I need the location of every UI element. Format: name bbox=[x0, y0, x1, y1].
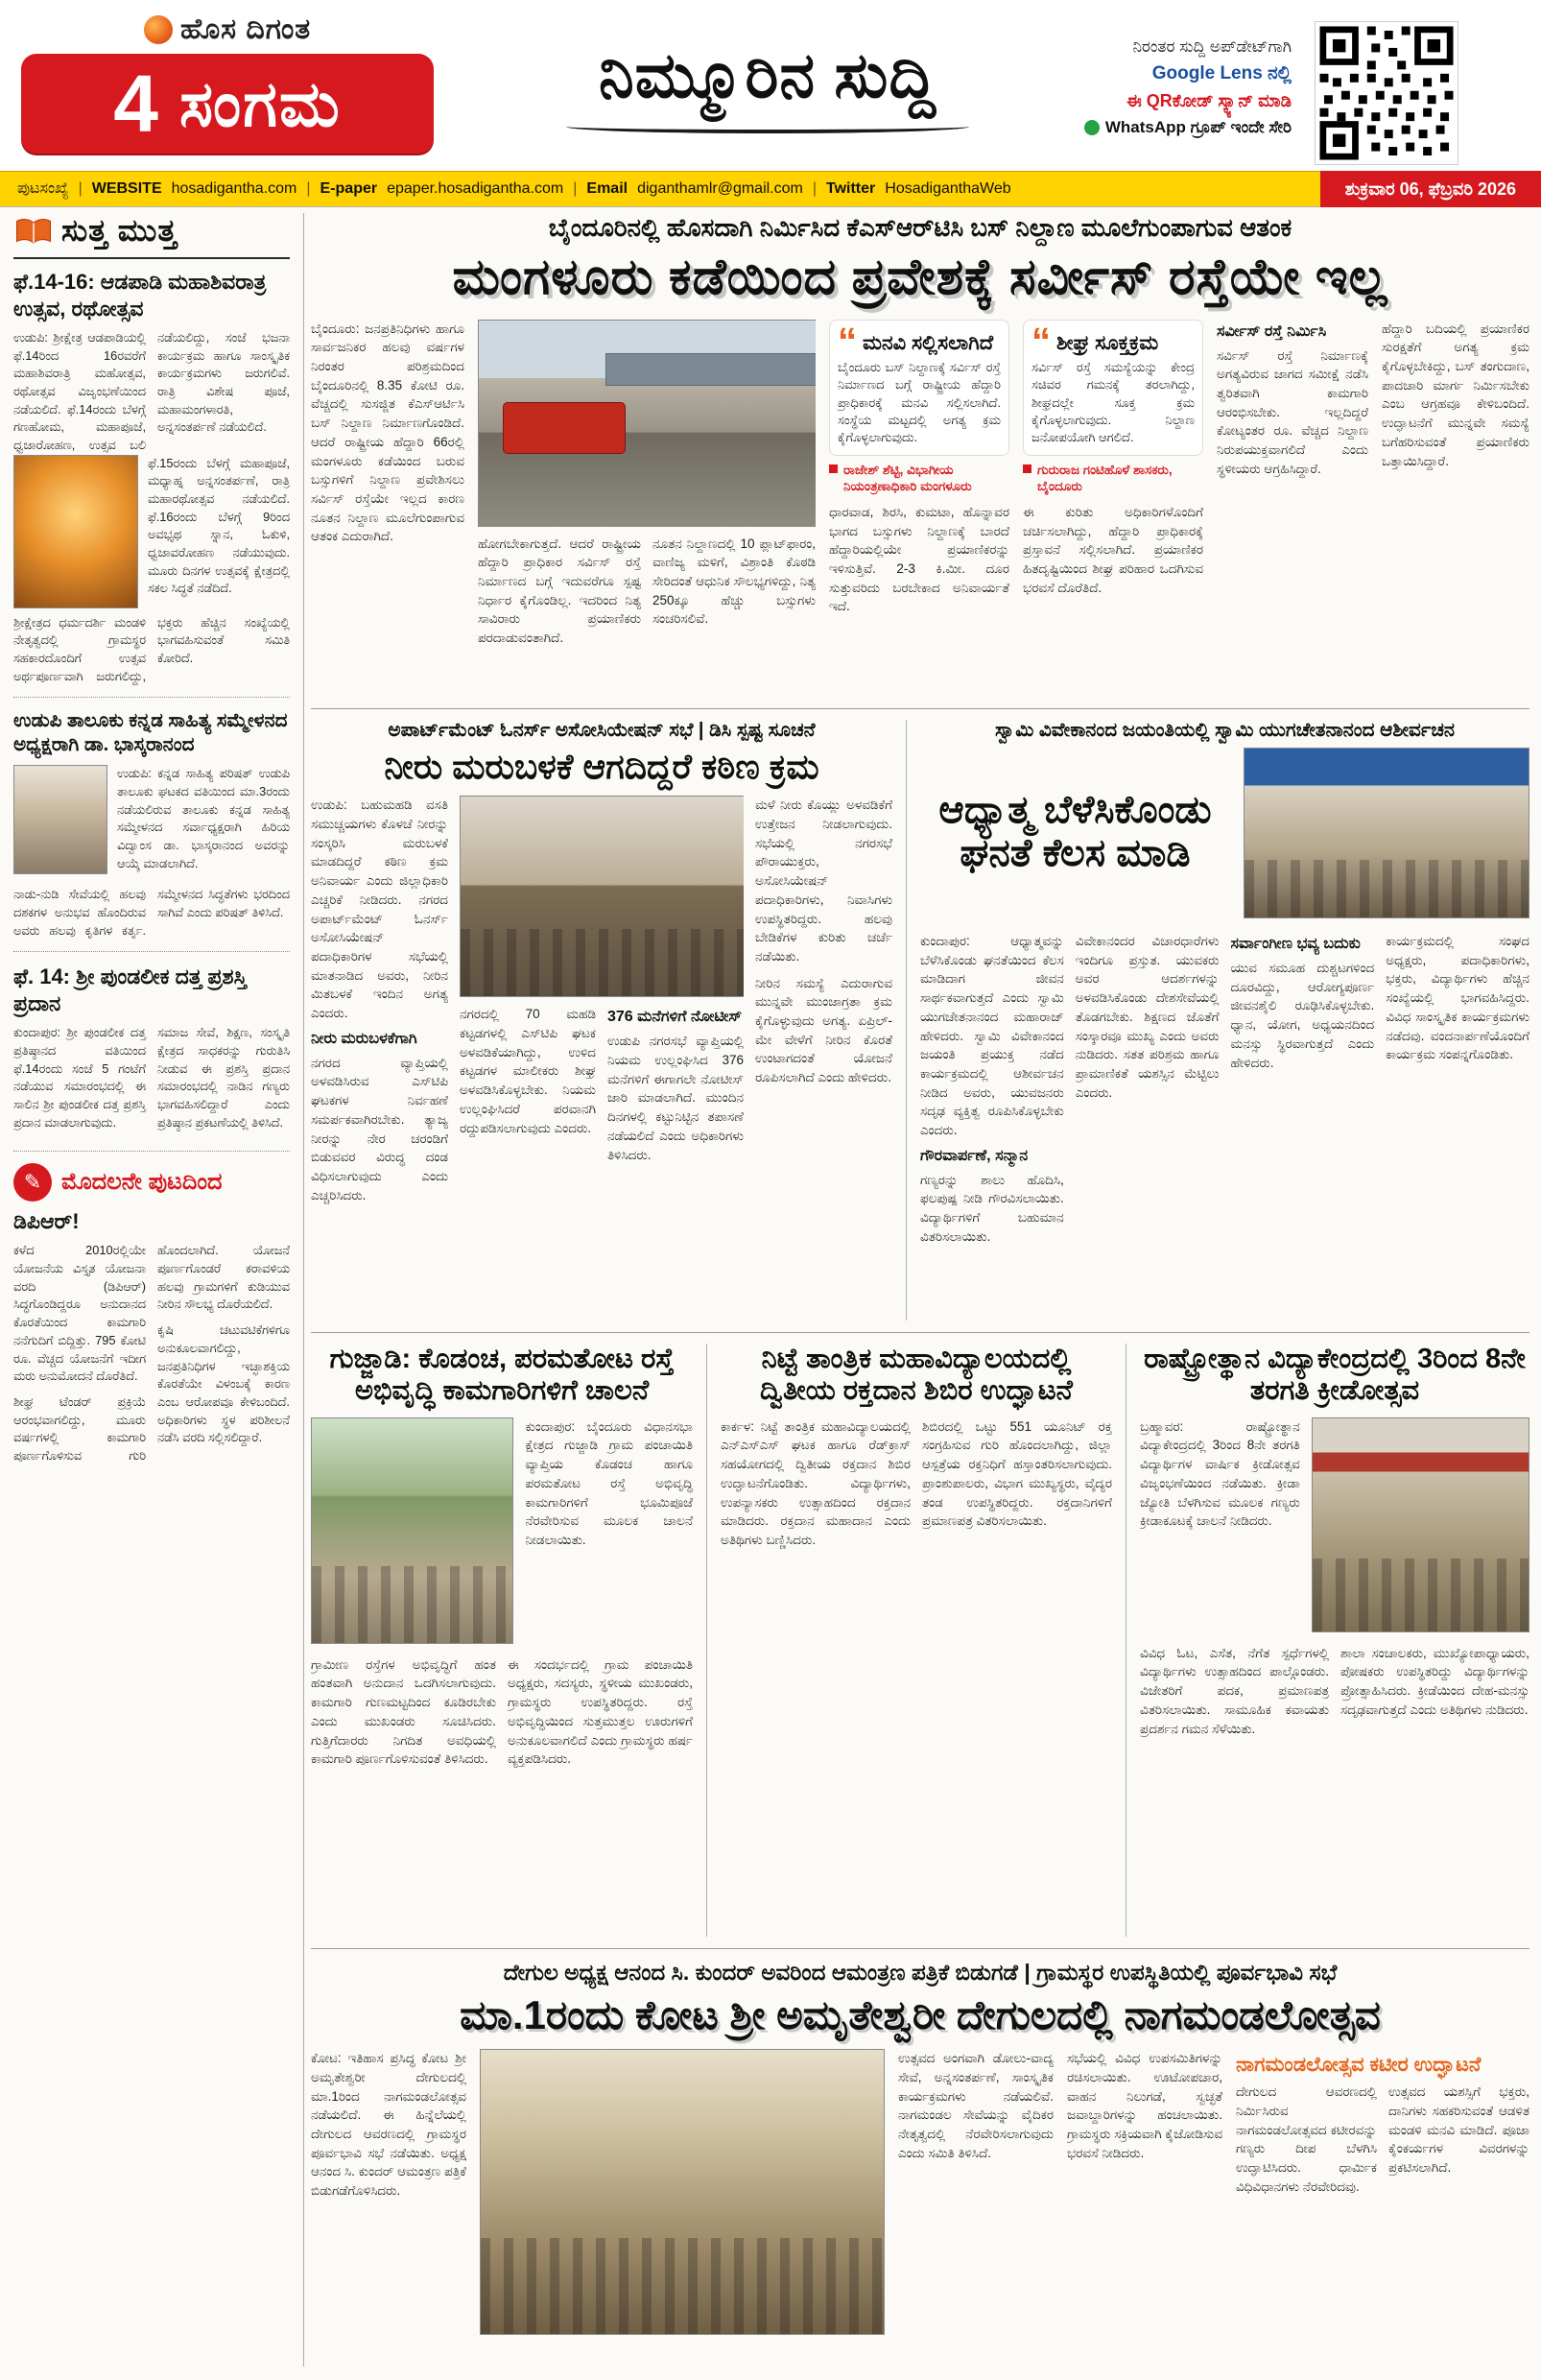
body-paragraph: ಉಡುಪಿ: ಕನ್ನಡ ಸಾಹಿತ್ಯ ಪರಿಷತ್ ಉಡುಪಿ ತಾಲೂಕು ಘಟಕದ ವತಿಯಿಂದ ಮಾ.3ರಂದು ನಡೆಯಲಿರುವ ತಾಲೂಕು ಕನ್ನಡ ಸಾಹಿತ್ಯ ಸಮ್ಮೇಳನದ ಸರ್ವಾಧ್ಯಕ್ಷರಾಗಿ ಹಿರಿಯ ವಿದ್ವಾಂಸ ಡಾ. ಭಾಸ್ಕರಾನಂದ ಅವರನ್ನು ಆಯ್ಕೆ ಮಾಡಲಾಗಿದೆ. bbox=[117, 766, 290, 870]
lead-column-2 bbox=[478, 535, 641, 655]
lead-photo-columns bbox=[478, 535, 816, 655]
swami-subhead-2: ಸರ್ವಾಂಗೀಣ ಭವ್ಯ ಬದುಕು bbox=[1230, 936, 1361, 952]
body-paragraph: ಸಭೆಯಲ್ಲಿ ವಿವಿಧ ಉಪಸಮಿತಿಗಳನ್ನು ರಚಿಸಲಾಯಿತು. ಊಟೋಪಚಾರ, ವಾಹನ ನಿಲುಗಡೆ, ಸ್ವಚ್ಛತೆ ಜವಾಬ್ದಾರಿಗಳನ್ನು ಹಂಚಲಾಯಿತು. ಗ್ರಾಮಸ್ಥರು ಸಕ್ರಿಯವಾಗಿ ಕೈಜೋಡಿಸುವ ಭರವಸೆ ನೀಡಿದರು. bbox=[1067, 2051, 1222, 2160]
sports-column-1 bbox=[1140, 1417, 1300, 1634]
body-paragraph: ಗ್ರಾಮೀಣ ರಸ್ತೆಗಳ ಅಭಿವೃದ್ಧಿಗೆ ಹಂತ ಹಂತವಾಗಿ ಅನುದಾನ ಒದಗಿಸಲಾಗುವುದು. ಕಾಮಗಾರಿ ಗುಣಮಟ್ಟದಿಂದ ಕೂಡಿರಬೇಕು ಎಂದು ಮುಖಂಡರು ಸೂಚಿಸಿದರು. ಗುತ್ತಿಗೆದಾರರು ನಿಗದಿತ ಅವಧಿಯಲ್ಲಿ ಕಾಮಗಾರಿ ಪೂರ್ಣಗೊಳಿಸುವಂತೆ ತಿಳಿಸಿದರು. bbox=[311, 1656, 496, 1767]
water-article bbox=[311, 720, 892, 1321]
water-headline: ನೀರು ಮರುಬಳಕೆ ಆಗದಿದ್ದರೆ ಕಠಿಣ ಕ್ರಮ bbox=[384, 747, 819, 786]
body-paragraph: ಕೋಟ: ಇತಿಹಾಸ ಪ್ರಸಿದ್ಧ ಕೋಟ ಶ್ರೀ ಅಮೃತೇಶ್ವರೀ ದೇಗುಲದಲ್ಲಿ ಮಾ.1ರಿಂದ ನಾಗಮಂಡಲೋತ್ಸವ ನಡೆಯಲಿದೆ. ಈ ಹಿನ್ನೆಲೆಯಲ್ಲಿ ದೇಗುಲದ ಆವರಣದಲ್ಲಿ ಗ್ರಾಮಸ್ಥರ ಪೂರ್ವಭಾವಿ ಸಭೆ ನಡೆಯಿತು. ಅಧ್ಯಕ್ಷ ಆನಂದ ಸಿ. ಕುಂದರ್ ಆಮಂತ್ರಣ ಪತ್ರಿಕೆ ಬಿಡುಗಡೆಗೊಳಿಸಿದರು. bbox=[311, 2051, 466, 2199]
naga-column-3 bbox=[1067, 2049, 1222, 2337]
swami-article bbox=[920, 720, 1529, 1321]
gujjadi-column-3 bbox=[508, 1655, 693, 1895]
water-kicker: ಅಪಾರ್ಟ್‌ಮೆಂಟ್ ಓನರ್ಸ್ ಅಸೋಸಿಯೇಷನ್ ಸಭೆ | ಡಿಸಿ ಸ್ಪಷ್ಟ ಸೂಚನೆ bbox=[388, 720, 816, 741]
groundbreaking-photo bbox=[311, 1417, 513, 1644]
lead-column-3 bbox=[652, 535, 816, 655]
nitte-column-1 bbox=[721, 1417, 911, 1868]
separator: | bbox=[573, 180, 578, 197]
date-box: ಶುಕ್ರವಾರ 06, ಫೆಬ್ರವರಿ 2026 bbox=[1320, 171, 1541, 207]
promo-line-1: ನಿರಂತರ ಸುದ್ದಿ ಅಪ್‌ಡೇಟ್‌ಗಾಗಿ bbox=[1132, 37, 1292, 56]
lead-body bbox=[311, 320, 1529, 677]
naga-body bbox=[311, 2049, 1529, 2337]
body-paragraph: ಬೈಂದೂರು: ಜನಪ್ರತಿನಿಧಿಗಳು ಹಾಗೂ ಸಾರ್ವಜನಿಕರ ಹಲವು ವರ್ಷಗಳ ನಿರಂತರ ಪರಿಶ್ರಮದಿಂದ ಬೈಂದೂರಿನಲ್ಲಿ 8.35 ಕೋಟಿ ರೂ. ವೆಚ್ಚದಲ್ಲಿ ಸುಸಜ್ಜಿತ ಕೆಎಸ್ಆರ್ಟಿಸಿ ಬಸ್ ನಿಲ್ದಾಣ ನಿರ್ಮಾಣಗೊಂಡಿದೆ. ಆದರೆ ರಾಷ್ಟ್ರೀಯ ಹೆದ್ದಾರಿ 66ರಲ್ಲಿ ಮಂಗಳೂರು ಕಡೆಯಿಂದ ಬರುವ ಬಸ್ಸುಗಳಿಗೆ ನಿಲ್ದಾಣ ಪ್ರವೇಶಿಸಲು ಸರ್ವಿಸ್ ರಸ್ತೆಯೇ ಇಲ್ಲದ ಕಾರಣ ನೂತನ ನಿಲ್ದಾಣ ಮೂಲೆಗುಂಪಾಗುವ ಆತಂಕ ಎದುರಾಗಿದೆ. bbox=[311, 321, 464, 544]
email-link[interactable]: diganthamlr@gmail.com bbox=[637, 180, 803, 197]
quote-box-1-header bbox=[838, 320, 1001, 363]
continuation-text: ಮೊದಲನೇ ಪುಟದಿಂದ bbox=[61, 1169, 223, 1196]
water-column-3 bbox=[607, 1005, 744, 1172]
sidebar-section-header bbox=[13, 213, 290, 259]
body-paragraph: ಫೆ.15ರಂದು ಬೆಳಗ್ಗೆ ಮಹಾಪೂಜೆ, ಮಧ್ಯಾಹ್ನ ಅನ್ನಸಂತರ್ಪಣೆ, ರಾತ್ರಿ ಮಹಾರಥೋತ್ಸವ ನಡೆಯಲಿದೆ. ಫೆ.16ರಂದು ಬೆಳಗ್ಗೆ 9ರಿಂದ ಅವಭೃಥ ಸ್ನಾನ, ಓಕುಳಿ, ಧ್ವಜಾವರೋಹಣ ನಡೆಯುವುದು. ಮೂರು ದಿನಗಳ ಉತ್ಸವಕ್ಕೆ ಕ್ಷೇತ್ರದಲ್ಲಿ ಸಕಲ ಸಿದ್ಧತೆ ನಡೆದಿದೆ. bbox=[148, 455, 290, 596]
body-paragraph: ದೇಗುಲದ ಆವರಣದಲ್ಲಿ ನಿರ್ಮಿಸಿರುವ ನಾಗಮಂಡಲೋತ್ಸವದ ಕಟೀರವನ್ನು ಗಣ್ಯರು ದೀಪ ಬೆಳಗಿಸಿ ಉದ್ಘಾಟಿಸಿದರು. ಧಾರ್ಮಿಕ ವಿಧಿವಿಧಾನಗಳು ನೆರವೇರಿದವು. bbox=[1236, 2084, 1377, 2194]
quote-box-1 bbox=[829, 320, 1009, 456]
sports-body bbox=[1140, 1644, 1529, 1895]
body-paragraph: ಹೆದ್ದಾರಿ ಬದಿಯಲ್ಲಿ ಪ್ರಯಾಣಿಕರ ಸುರಕ್ಷತೆಗೆ ಅಗತ್ಯ ಕ್ರಮ ಕೈಗೊಳ್ಳಬೇಕಿದ್ದು, ಬಸ್ ತಂಗುದಾಣ, ಪಾದಚಾರಿ ಮಾರ್ಗ ನಿರ್ಮಿಸಬೇಕು ಎಂಬ ಆಗ್ರಹವೂ ಕೇಳಿಬಂದಿದೆ. ಉದ್ಘಾಟನೆಗೆ ಮುನ್ನವೇ ಸಮಸ್ಯೆ ಬಗೆಹರಿಸುವಂತೆ ಪ್ರಯಾಣಿಕರು ಒತ್ತಾಯಿಸಿದ್ದಾರೆ. bbox=[1382, 321, 1529, 468]
sidebar-divider bbox=[13, 697, 290, 698]
edition-name: ಸಂಗಮ bbox=[178, 68, 342, 139]
whatsapp-icon bbox=[1084, 120, 1100, 135]
quote-box-1-title: ಮನವಿ ಸಲ್ಲಿಸಲಾಗಿದೆ bbox=[863, 331, 994, 354]
sports-article bbox=[1140, 1344, 1529, 1937]
gujjadi-column-1 bbox=[525, 1417, 693, 1646]
body-paragraph: ಕುಂದಾಪುರ: ಆಧ್ಯಾತ್ಮವನ್ನು ಬೆಳೆಸಿಕೊಂಡು ಘನತೆಯಿಂದ ಕೆಲಸ ಮಾಡಿದಾಗ ಜೀವನ ಸಾರ್ಥಕವಾಗುತ್ತದೆ ಎಂದು ಸ್ವಾಮಿ ಯುಗಚೇತನಾನಂದ ಮಹಾರಾಜ್ ಹೇಳಿದರು. ಸ್ವಾಮಿ ವಿವೇಕಾನಂದ ಜಯಂತಿ ಪ್ರಯುಕ್ತ ನಡೆದ ಕಾರ್ಯಕ್ರಮದಲ್ಲಿ ಆಶೀರ್ವಚನ ನೀಡಿದ ಅವರು, ಯುವಜನರು ಸದೃಢ ವ್ಯಕ್ತಿತ್ವ ರೂಪಿಸಿಕೊಳ್ಳಬೇಕು ಎಂದರು. bbox=[920, 934, 1064, 1138]
naga-column-1 bbox=[311, 2049, 466, 2337]
byline-text: ಗುರುರಾಜ ಗಂಟಿಹೊಳೆ ಶಾಸಕರು, ಬೈಂದೂರು bbox=[1037, 462, 1173, 494]
swami-kicker: ಸ್ವಾಮಿ ವಿವೇಕಾನಂದ ಜಯಂತಿಯಲ್ಲಿ ಸ್ವಾಮಿ ಯುಗಚೇತನಾನಂದ ಆಶೀರ್ವಚನ bbox=[994, 720, 1456, 741]
quote-box-2 bbox=[1023, 320, 1203, 456]
quote-box-1-byline bbox=[829, 462, 1009, 495]
bullet-icon bbox=[1023, 464, 1031, 473]
body-paragraph: ಉಡುಪಿ: ಬಹುಮಹಡಿ ವಸತಿ ಸಮುಚ್ಚಯಗಳು ಕೊಳಚೆ ನೀರನ್ನು ಸಂಸ್ಕರಿಸಿ ಮರುಬಳಕೆ ಮಾಡದಿದ್ದರೆ ಕಠಿಣ ಕ್ರಮ ಅನಿವಾರ್ಯ ಎಂದು ಜಿಲ್ಲಾಧಿಕಾರಿ ಎಚ್ಚರಿಕೆ ನೀಡಿದರು. ನಗರದ ಅಪಾರ್ಟ್‌ಮೆಂಟ್ ಓನರ್ಸ್ ಅಸೋಸಿಯೇಷನ್ ಪದಾಧಿಕಾರಿಗಳ ಸಭೆಯಲ್ಲಿ ಮಾತನಾಡಿದ ಅವರು, ನೀರಿನ ಮಿತಬಳಕೆ ಇಂದಿನ ಅಗತ್ಯ ಎಂದರು. bbox=[311, 797, 448, 1021]
page-header bbox=[0, 0, 1541, 171]
body-paragraph: ನಗರದ ವ್ಯಾಪ್ತಿಯಲ್ಲಿ ಅಳವಡಿಸಿರುವ ಎಸ್‌ಟಿಪಿ ಘಟಕಗಳ ನಿರ್ವಹಣೆ ಸಮರ್ಪಕವಾಗಿರಬೇಕು. ತ್ಯಾಜ್ಯ ನೀರನ್ನು ನೇರ ಚರಂಡಿಗೆ ಬಿಡುವವರ ವಿರುದ್ಧ ದಂಡ ವಿಧಿಸಲಾಗುವುದು ಎಂದು ಎಚ್ಚರಿಸಿದರು. bbox=[311, 1055, 448, 1202]
water-subhead-1: ನೀರು ಮರುಬಳಕೆಗಾಗಿ bbox=[311, 1030, 417, 1047]
body-paragraph: ಈ ಸಂದರ್ಭದಲ್ಲಿ ಗ್ರಾಮ ಪಂಚಾಯಿತಿ ಅಧ್ಯಕ್ಷರು, ಸದಸ್ಯರು, ಸ್ಥಳೀಯ ಮುಖಂಡರು, ಗ್ರಾಮಸ್ಥರು ಉಪಸ್ಥಿತರಿದ್ದರು. ರಸ್ತೆ ಅಭಿವೃದ್ಧಿಯಿಂದ ಸುತ್ತಮುತ್ತಲ ಊರುಗಳಿಗೆ ಅನುಕೂಲವಾಗಲಿದೆ ಎಂದು ಗ್ರಾಮಸ್ಥರು ಹರ್ಷ ವ್ಯಕ್ತಪಡಿಸಿದರು. bbox=[508, 1656, 693, 1767]
swami-column-1 bbox=[920, 932, 1064, 1320]
body-paragraph: ಹೋಗಬೇಕಾಗುತ್ತದೆ. ಆದರೆ ರಾಷ್ಟ್ರೀಯ ಹೆದ್ದಾರಿ ಪ್ರಾಧಿಕಾರ ಸರ್ವಿಸ್ ರಸ್ತೆ ನಿರ್ಮಾಣದ ಬಗ್ಗೆ ಇದುವರೆಗೂ ಸ್ಪಷ್ಟ ನಿರ್ಧಾರ ಕೈಗೊಂಡಿಲ್ಲ. ಇದರಿಂದ ನಿತ್ಯ ಸಾವಿರಾರು ಪ್ರಯಾಣಿಕರು ಪರದಾಡುವಂತಾಗಿದೆ. bbox=[478, 536, 641, 646]
body-paragraph: ಉತ್ಸವದ ಅಂಗವಾಗಿ ಡೋಲು-ವಾದ್ಯ ಸೇವೆ, ಅನ್ನಸಂತರ್ಪಣೆ, ಸಾಂಸ್ಕೃತಿಕ ಕಾರ್ಯಕ್ರಮಗಳು ನಡೆಯಲಿವೆ. ನಾಗಮಂಡಲ ಸೇವೆಯನ್ನು ವೈದಿಕರ ನೇತೃತ್ವದಲ್ಲಿ ನೆರವೇರಿಸಲಾಗುವುದು ಎಂದು ಸಮಿತಿ ತಿಳಿಸಿದೆ. bbox=[898, 2051, 1054, 2160]
brand-block bbox=[144, 13, 311, 46]
qr-code bbox=[1315, 21, 1458, 165]
masthead-block bbox=[499, 38, 1036, 133]
body-paragraph: ನಗರದಲ್ಲಿ 70 ಮಹಡಿ ಕಟ್ಟಡಗಳಲ್ಲಿ ಎಸ್‌ಟಿಪಿ ಘಟಕ ಅಳವಡಿಕೆಯಾಗಿದ್ದು, ಉಳಿದ ಕಟ್ಟಡಗಳ ಮಾಲೀಕರು ಶೀಘ್ರ ಅಳವಡಿಸಿಕೊಳ್ಳಬೇಕು. ನಿಯಮ ಉಲ್ಲಂಘಿಸಿದರೆ ಪರವಾನಗಿ ರದ್ದುಪಡಿಸಲಾಗುವುದು ಎಂದರು. bbox=[460, 1007, 596, 1135]
body-paragraph: ಶೀಘ್ರ ಟೆಂಡರ್ ಪ್ರಕ್ರಿಯೆ ಆರಂಭವಾಗಲಿದ್ದು, ಮೂರು ವರ್ಷಗಳಲ್ಲಿ ಕಾಮಗಾರಿ ಪೂರ್ಣಗೊಳಿಸುವ ಗುರಿ ಹೊಂದಲಾಗಿದೆ. ಯೋಜನೆ ಪೂರ್ಣಗೊಂಡರೆ ಕರಾವಳಿಯ ಹಲವು ಗ್ರಾಮಗಳಿಗೆ ಕುಡಿಯುವ ನೀರಿನ ಸೌಲಭ್ಯ ದೊರೆಯಲಿದೆ. bbox=[13, 1243, 290, 1463]
bus-station-canopy bbox=[605, 353, 816, 386]
red-bus-graphic bbox=[503, 402, 627, 453]
naga-sub-column-1 bbox=[1236, 2082, 1377, 2203]
promo-whatsapp-text: WhatsApp ಗ್ರೂಪ್ ಇಂದೇ ಸೇರಿ bbox=[1104, 117, 1292, 136]
qr-promo-block bbox=[1023, 35, 1292, 140]
body-paragraph: ವಿವಿಧ ಓಟ, ಎಸೆತ, ನೆಗೆತ ಸ್ಪರ್ಧೆಗಳಲ್ಲಿ ವಿದ್ಯಾರ್ಥಿಗಳು ಉತ್ಸಾಹದಿಂದ ಪಾಲ್ಗೊಂಡರು. ವಿಜೇತರಿಗೆ ಪದಕ, ಪ್ರಮಾಣಪತ್ರ ವಿತರಿಸಲಾಯಿತು. ಸಾಮೂಹಿಕ ಕವಾಯತು ಪ್ರದರ್ಶನ ಗಮನ ಸೆಳೆಯಿತು. bbox=[1140, 1645, 1329, 1736]
body-paragraph: ಕಾರ್ಕಳ: ನಿಟ್ಟೆ ತಾಂತ್ರಿಕ ಮಹಾವಿದ್ಯಾಲಯದಲ್ಲಿ ಎನ್‌ಎಸ್‌ಎಸ್ ಘಟಕ ಹಾಗೂ ರೆಡ್‌ಕ್ರಾಸ್ ಸಹಯೋಗದಲ್ಲಿ ದ್ವಿತೀಯ ರಕ್ತದಾನ ಶಿಬಿರ ಉದ್ಘಾಟನೆಗೊಂಡಿತು. ವಿದ್ಯಾರ್ಥಿಗಳು, ಉಪನ್ಯಾಸಕರು ಉತ್ಸಾಹದಿಂದ ರಕ್ತದಾನ ಮಾಡಿದರು. ರಕ್ತದಾನ ಮಹಾದಾನ ಎಂದು ಅತಿಥಿಗಳು ಬಣ್ಣಿಸಿದರು. bbox=[721, 1418, 911, 1547]
water-column-1 bbox=[311, 796, 448, 1281]
gujjadi-photo-row bbox=[311, 1417, 693, 1646]
epaper-label: E-paper bbox=[320, 180, 378, 197]
swami-photo bbox=[1244, 748, 1529, 918]
naga-headline: ಮಾ.1ರಂದು ಕೋಟ ಶ್ರೀ ಅಮೃತೇಶ್ವರೀ ದೇಗುಲದಲ್ಲಿ ನಾಗಮಂಡಲೋತ್ಸವ bbox=[460, 1992, 1381, 2037]
body-paragraph: ಮಳೆ ನೀರು ಕೊಯ್ಲು ಅಳವಡಿಕೆಗೆ ಉತ್ತೇಜನ ನೀಡಲಾಗುವುದು. ಸಭೆಯಲ್ಲಿ ನಗರಸಭೆ ಪೌರಾಯುಕ್ತರು, ಅಸೋಸಿಯೇಷನ್ ಪದಾಧಿಕಾರಿಗಳು, ನಿವಾಸಿಗಳು ಉಪಸ್ಥಿತರಿದ್ದರು. ಹಲವು ಬೇಡಿಕೆಗಳ ಕುರಿತು ಚರ್ಚೆ ನಡೆಯಿತು. bbox=[755, 797, 892, 964]
newspaper-logo: ಹೊಸ ದಿಗಂತ bbox=[180, 13, 312, 45]
horizontal-rule bbox=[311, 1948, 1529, 1949]
meeting-hall-photo bbox=[480, 2049, 885, 2335]
deity-photo bbox=[13, 455, 138, 608]
sports-headline: ರಾಷ್ಟ್ರೋತ್ಥಾನ ವಿದ್ಯಾಕೇಂದ್ರದಲ್ಲಿ 3ರಿಂದ 8ನೇ ತರಗತಿ ಕ್ರೀಡೋತ್ಸವ bbox=[1144, 1344, 1526, 1407]
water-body bbox=[311, 796, 892, 1281]
page-number: 4 bbox=[113, 59, 158, 149]
page-label: ಪುಟಸಂಖ್ಯೆ bbox=[17, 180, 69, 197]
body-paragraph: ಕುಂದಾಪುರ: ಬೈಂದೂರು ವಿಧಾನಸಭಾ ಕ್ಷೇತ್ರದ ಗುಜ್ಜಾಡಿ ಗ್ರಾಮ ಪಂಚಾಯಿತಿ ವ್ಯಾಪ್ತಿಯ ಕೊಡಂಚ ಹಾಗೂ ಪರಮತೋಟ ರಸ್ತೆ ಅಭಿವೃದ್ಧಿ ಕಾಮಗಾರಿಗಳಿಗೆ ಭೂಮಿಪೂಜೆ ನೆರವೇರಿಸುವ ಮೂಲಕ ಚಾಲನೆ ನೀಡಲಾಯಿತು. bbox=[525, 1418, 693, 1547]
sidebar-article-title: ಫೆ. 14: ಶ್ರೀ ಪುಂಡಲೀಕ ದತ್ತ ಪ್ರಶಸ್ತಿ ಪ್ರದಾನ bbox=[13, 964, 248, 1015]
byline-text: ರಾಜೇಶ್ ಶೆಟ್ಟಿ, ವಿಭಾಗೀಯ ನಿಯಂತ್ರಣಾಧಿಕಾರಿ ಮಂಗಳೂರು bbox=[843, 462, 972, 494]
continuation-label bbox=[13, 1163, 290, 1202]
naga-column-2 bbox=[898, 2049, 1054, 2337]
body-paragraph: ಸರ್ವಿಸ್ ರಸ್ತೆ ನಿರ್ಮಾಣಕ್ಕೆ ಅಗತ್ಯವಿರುವ ಜಾಗದ ಸಮೀಕ್ಷೆ ನಡೆಸಿ ತ್ವರಿತವಾಗಿ ಕಾಮಗಾರಿ ಆರಂಭಿಸಬೇಕು. ಇಲ್ಲದಿದ್ದರೆ ಕೋಟ್ಯಂತರ ರೂ. ವೆಚ್ಚದ ನಿಲ್ದಾಣ ನಿರುಪಯುಕ್ತವಾಗಲಿದೆ ಎಂದು ಸ್ಥಳೀಯರು ಆಗ್ರಹಿಸಿದ್ದಾರೆ. bbox=[1217, 347, 1368, 476]
continuation-article-title: ಡಿಪಿಆರ್! bbox=[13, 1209, 80, 1234]
sidebar-divider bbox=[13, 1151, 290, 1152]
portrait-row bbox=[13, 765, 290, 880]
twitter-link[interactable]: HosadiganthaWeb bbox=[885, 180, 1011, 197]
naga-kicker: ದೇಗುಲ ಅಧ್ಯಕ್ಷ ಆನಂದ ಸಿ. ಕುಂದರ್ ಅವರಿಂದ ಆಮಂತ್ರಣ ಪತ್ರಿಕೆ ಬಿಡುಗಡೆ | ಗ್ರಾಮಸ್ಥರ ಉಪಸ್ಥಿತಿಯಲ್ಲಿ ಪೂರ್ವಭಾವಿ ಸಭೆ bbox=[503, 1960, 1338, 1985]
body-paragraph: ಉಡುಪಿ: ಶ್ರೀಕ್ಷೇತ್ರ ಆಡಪಾಡಿಯಲ್ಲಿ ಫೆ.14ರಿಂದ 16ರವರೆಗೆ ಮಹಾಶಿವರಾತ್ರಿ ಮಹೋತ್ಸವ, ರಥೋತ್ಸವ ವಿಜೃಂಭಣೆಯಿಂದ ನಡೆಯಲಿದೆ. ಫೆ.14ರಂದು ಬೆಳಗ್ಗೆ ಗಣಹೋಮ, ಮಹಾಪೂಜೆ, ಧ್ವಜಾರೋಹಣ, ಉತ್ಸವ ಬಲಿ ನಡೆಯಲಿದ್ದು, ಸಂಜೆ ಭಜನಾ ಕಾರ್ಯಕ್ರಮ ಹಾಗೂ ಸಾಂಸ್ಕೃತಿಕ ಕಾರ್ಯಕ್ರಮಗಳು ಜರುಗಲಿವೆ. ರಾತ್ರಿ ವಿಶೇಷ ಪೂಜೆ, ಮಹಾಮಂಗಳಾರತಿ, ಅನ್ನಸಂತರ್ಪಣೆ ನಡೆಯಲಿದೆ. bbox=[13, 330, 290, 453]
column-divider bbox=[906, 720, 907, 1321]
sidebar-article-body bbox=[13, 329, 290, 455]
website-link[interactable]: hosadigantha.com bbox=[171, 180, 297, 197]
horizontal-rule bbox=[311, 1332, 1529, 1333]
promo-line-whatsapp bbox=[1023, 115, 1292, 140]
lead-kicker: ಬೈಂದೂರಿನಲ್ಲಿ ಹೊಸದಾಗಿ ನಿರ್ಮಿಸಿದ ಕೆಎಸ್‌ಆರ್‌ಟಿಸಿ ಬಸ್ ನಿಲ್ದಾಣ ಮೂಲೆಗುಂಪಾಗುವ ಆತಂಕ bbox=[548, 213, 1292, 242]
body-paragraph: ಉತ್ಸವದ ಯಶಸ್ಸಿಗೆ ಭಕ್ತರು, ದಾನಿಗಳು ಸಹಕರಿಸುವಂತೆ ಆಡಳಿತ ಮಂಡಳಿ ಮನವಿ ಮಾಡಿದೆ. ಪೂಜಾ ಕೈಂಕರ್ಯಗಳ ವಿವರಗಳನ್ನು ಪ್ರಕಟಿಸಲಾಗಿದೆ. bbox=[1388, 2084, 1529, 2176]
body-paragraph: ನೀರಿನ ಸಮಸ್ಯೆ ಎದುರಾಗುವ ಮುನ್ನವೇ ಮುಂಜಾಗ್ರತಾ ಕ್ರಮ ಕೈಗೊಳ್ಳುವುದು ಅಗತ್ಯ. ಏಪ್ರಿಲ್-ಮೇ ವೇಳೆಗೆ ನೀರಿನ ಕೊರತೆ ಉಂಟಾಗದಂತೆ ಯೋಜನೆ ರೂಪಿಸಲಾಗಿದೆ ಎಂದು ಹೇಳಿದರು. bbox=[755, 975, 892, 1085]
water-photo-block bbox=[460, 796, 744, 1281]
body-paragraph: ಯುವ ಸಮೂಹ ದುಶ್ಚಟಗಳಿಂದ ದೂರವಿದ್ದು, ಆರೋಗ್ಯಪೂರ್ಣ ಜೀವನಶೈಲಿ ರೂಢಿಸಿಕೊಳ್ಳಬೇಕು. ಧ್ಯಾನ, ಯೋಗ, ಅಧ್ಯಯನದಿಂದ ಮನಸ್ಸು ಸ್ಥಿರವಾಗುತ್ತದೆ ಎಂದು ಹೇಳಿದರು. bbox=[1230, 961, 1375, 1070]
gujjadi-body bbox=[311, 1655, 693, 1895]
sidebar-article-body bbox=[13, 1024, 290, 1139]
sports-photo-row bbox=[1140, 1417, 1529, 1634]
middle-band bbox=[311, 720, 1529, 1321]
edition-box bbox=[21, 54, 434, 154]
lead-headline: ಮಂಗಳೂರು ಕಡೆಯಿಂದ ಪ್ರವೇಶಕ್ಕೆ ಸರ್ವೀಸ್ ರಸ್ತೆಯೇ ಇಲ್ಲ bbox=[452, 250, 1388, 305]
nitte-headline: ನಿಟ್ಟೆ ತಾಂತ್ರಿಕ ಮಹಾವಿದ್ಯಾಲಯದಲ್ಲಿ ದ್ವಿತೀಯ ರಕ್ತದಾನ ಶಿಬಿರ ಉದ್ಘಾಟನೆ bbox=[760, 1344, 1073, 1407]
naga-sub-column-2 bbox=[1388, 2082, 1529, 2203]
quote-icon: “ bbox=[1031, 320, 1051, 363]
body-paragraph: ಶ್ರೀಕ್ಷೇತ್ರದ ಧರ್ಮದರ್ಶಿ ಮಂಡಳಿ ನೇತೃತ್ವದಲ್ಲಿ ಗ್ರಾಮಸ್ಥರ ಸಹಕಾರದೊಂದಿಗೆ ಉತ್ಸವ ಅರ್ಥಪೂರ್ಣವಾಗಿ ಜರುಗಲಿದ್ದು, ಭಕ್ತರು ಹೆಚ್ಚಿನ ಸಂಖ್ಯೆಯಲ್ಲಿ ಭಾಗವಹಿಸುವಂತೆ ಸಮಿತಿ ಕೋರಿದೆ. bbox=[13, 614, 290, 683]
promo-line-qr: ಈ QRಕೋಡ್ ಸ್ಕ್ಯಾನ್ ಮಾಡಿ bbox=[1126, 90, 1292, 110]
separator: | bbox=[306, 180, 311, 197]
quote-box-2-header bbox=[1031, 320, 1195, 363]
portrait-photo bbox=[13, 765, 107, 874]
bullet-icon bbox=[829, 464, 838, 473]
naga-sub-columns bbox=[1236, 2082, 1529, 2203]
lead-column-6 bbox=[1217, 320, 1368, 677]
water-subhead-2: 376 ಮನೆಗಳಿಗೆ ನೋಟೀಸ್ bbox=[607, 1009, 743, 1026]
sports-column-2 bbox=[1140, 1644, 1329, 1895]
lead-photo-block bbox=[478, 320, 816, 677]
continuation-article-body bbox=[13, 1242, 290, 1464]
gujjadi-column-2 bbox=[311, 1655, 496, 1895]
gujjadi-headline: ಗುಜ್ಜಾಡಿ: ಕೊಡಂಚ, ಪರಮತೋಟ ರಸ್ತೆ ಅಭಿವೃದ್ಧಿ ಕಾಮಗಾರಿಗಳಿಗೆ ಚಾಲನೆ bbox=[329, 1344, 675, 1407]
swami-column-4 bbox=[1386, 932, 1529, 1320]
column-divider bbox=[706, 1344, 707, 1937]
swami-column-3 bbox=[1231, 932, 1375, 1320]
body-paragraph: ಕಾರ್ಯಕ್ರಮದಲ್ಲಿ ಸಂಘದ ಅಧ್ಯಕ್ಷರು, ಪದಾಧಿಕಾರಿಗಳು, ಭಕ್ತರು, ವಿದ್ಯಾರ್ಥಿಗಳು ಹೆಚ್ಚಿನ ಸಂಖ್ಯೆಯಲ್ಲಿ ಭಾಗವಹಿಸಿದ್ದರು. ವಿವಿಧ ಸಾಂಸ್ಕೃತಿಕ ಕಾರ್ಯಕ್ರಮಗಳು ನಡೆದವು. ವಂದನಾರ್ಪಣೆಯೊಂದಿಗೆ ಕಾರ್ಯಕ್ರಮ ಸಂಪನ್ನಗೊಂಡಿತು. bbox=[1386, 934, 1529, 1062]
body-paragraph: ಸಮಾಜ ಸೇವೆ, ಶಿಕ್ಷಣ, ಸಂಸ್ಕೃತಿ ಕ್ಷೇತ್ರದ ಸಾಧಕರನ್ನು ಗುರುತಿಸಿ ನೀಡುವ ಈ ಪ್ರಶಸ್ತಿ ಪ್ರದಾನ ಸಮಾರಂಭದಲ್ಲಿ ನಾಡಿನ ಗಣ್ಯರು ಭಾಗವಹಿಸಲಿದ್ದಾರೆ ಎಂದು ಪ್ರತಿಷ್ಠಾನ ಪ್ರಕಟಣೆಯಲ್ಲಿ ತಿಳಿಸಿದೆ. bbox=[157, 1025, 290, 1130]
sidebar-article-title: ಫೆ.14-16: ಆಡಪಾಡಿ ಮಹಾಶಿವರಾತ್ರ ಉತ್ಸವ, ರಥೋತ್ಸವ bbox=[13, 270, 267, 321]
body-paragraph: ಕಳೆದ 2010ರಲ್ಲಿಯೇ ಯೋಜನೆಯ ವಿಸ್ತೃತ ಯೋಜನಾ ವರದಿ (ಡಿಪಿಆರ್) ಸಿದ್ಧಗೊಂಡಿದ್ದರೂ ಅನುದಾನದ ಕೊರತೆಯಿಂದ ಕಾಮಗಾರಿ ನನೆಗುದಿಗೆ ಬಿದ್ದಿತ್ತು. 795 ಕೋಟಿ ರೂ. ವೆಚ್ಚದ ಯೋಜನೆಗೆ ಇದೀಗ ಮರು ಅನುಮೋದನೆ ದೊರೆತಿದೆ. bbox=[13, 1243, 146, 1384]
lead-subhead: ಸರ್ವೀಸ್ ರಸ್ತೆ ನಿರ್ಮಿಸಿ bbox=[1217, 322, 1327, 340]
email-label: Email bbox=[586, 180, 628, 197]
quote-box-2-title: ಶೀಘ್ರ ಸೂಕ್ತಕ್ರಮ bbox=[1056, 331, 1159, 354]
left-sidebar bbox=[13, 213, 304, 2367]
naga-sub-article bbox=[1236, 2049, 1529, 2337]
lead-column-5 bbox=[1023, 320, 1203, 677]
body-paragraph: ಗಣ್ಯರನ್ನು ಶಾಲು ಹೊದಿಸಿ, ಫಲಪುಷ್ಪ ನೀಡಿ ಗೌರವಿಸಲಾಯಿತು. ವಿದ್ಯಾರ್ಥಿಗಳಿಗೆ ಬಹುಮಾನ ವಿತರಿಸಲಾಯಿತು. bbox=[920, 1172, 1064, 1244]
sidebar-article-title: ಉಡುಪಿ ತಾಲೂಕು ಕನ್ನಡ ಸಾಹಿತ್ಯ ಸಮ್ಮೇಳನದ ಅಧ್ಯಕ್ಷರಾಗಿ ಡಾ. ಭಾಸ್ಕರಾನಂದ bbox=[13, 710, 288, 756]
open-book-icon bbox=[13, 218, 54, 245]
promo-line-google-lens: Google Lens ನಲ್ಲಿ bbox=[1151, 63, 1292, 84]
water-column-4 bbox=[755, 796, 892, 1281]
separator: | bbox=[78, 180, 83, 197]
bus-station-photo bbox=[478, 320, 816, 527]
water-photo-columns bbox=[460, 1005, 744, 1172]
gujjadi-article bbox=[311, 1344, 693, 1937]
twitter-label: Twitter bbox=[826, 180, 876, 197]
quote-box-1-text: ಬೈಂದೂರು ಬಸ್ ನಿಲ್ದಾಣಕ್ಕೆ ಸರ್ವಿಸ್ ರಸ್ತೆ ನಿರ್ಮಾಣದ ಬಗ್ಗೆ ರಾಷ್ಟ್ರೀಯ ಹೆದ್ದಾರಿ ಪ್ರಾಧಿಕಾರಕ್ಕೆ ಮನವಿ ಸಲ್ಲಿಸಲಾಗಿದೆ. ಸಂಸ್ಥೆಯ ಮಟ್ಟದಲ್ಲಿ ಅಗತ್ಯ ಕ್ರಮ ಕೈಗೊಳ್ಳಲಾಗುವುದು. bbox=[838, 359, 1001, 445]
pencil-icon: ✎ bbox=[13, 1163, 52, 1202]
body-paragraph: ಕುಂದಾಪುರ: ಶ್ರೀ ಪುಂಡಲೀಕ ದತ್ತ ಪ್ರತಿಷ್ಠಾನದ ವತಿಯಿಂದ ಫೆ.14ರಂದು ಸಂಜೆ 5 ಗಂಟೆಗೆ ನಡೆಯುವ ಸಮಾರಂಭದಲ್ಲಿ ಈ ಸಾಲಿನ ಶ್ರೀ ಪುಂಡಲೀಕ ದತ್ತ ಪ್ರಶಸ್ತಿ ಪ್ರದಾನ ಮಾಡಲಾಗುವುದು. bbox=[13, 1025, 146, 1130]
quote-box-2-text: ಸರ್ವಿಸ್ ರಸ್ತೆ ಸಮಸ್ಯೆಯನ್ನು ಕೇಂದ್ರ ಸಚಿವರ ಗಮನಕ್ಕೆ ತರಲಾಗಿದ್ದು, ಶೀಘ್ರದಲ್ಲೇ ಸೂಕ್ತ ಕ್ರಮ ಕೈಗೊಳ್ಳಲಾಗುವುದು. ನಿಲ್ದಾಣ ಜನೋಪಯೋಗಿ ಆಗಲಿದೆ. bbox=[1031, 359, 1195, 445]
info-strip bbox=[0, 171, 1541, 207]
swami-body bbox=[920, 932, 1529, 1320]
meeting-photo bbox=[460, 796, 744, 997]
body-paragraph: ನಾಡು-ನುಡಿ ಸೇವೆಯಲ್ಲಿ ಹಲವು ದಶಕಗಳ ಅನುಭವ ಹೊಂದಿರುವ ಅವರು ಹಲವು ಕೃತಿಗಳ ಕರ್ತೃ. ಸಮ್ಮೇಳನದ ಸಿದ್ಧತೆಗಳು ಭರದಿಂದ ಸಾಗಿವೆ ಎಂದು ಪರಿಷತ್ ತಿಳಿಸಿದೆ. bbox=[13, 887, 290, 938]
epaper-link[interactable]: epaper.hosadigantha.com bbox=[387, 180, 564, 197]
body-paragraph: ಉಡುಪಿ ನಗರಸಭೆ ವ್ಯಾಪ್ತಿಯಲ್ಲಿ ನಿಯಮ ಉಲ್ಲಂಘಿಸಿದ 376 ಮನೆಗಳಿಗೆ ಈಗಾಗಲೇ ನೋಟೀಸ್ ಜಾರಿ ಮಾಡಲಾಗಿದೆ. ಮುಂದಿನ ದಿನಗಳಲ್ಲಿ ಕಟ್ಟುನಿಟ್ಟಿನ ತಪಾಸಣೆ ನಡೆಯಲಿದೆ ಎಂದು ಅಧಿಕಾರಿಗಳು ತಿಳಿಸಿದರು. bbox=[607, 1034, 744, 1162]
quote-box-2-byline bbox=[1023, 462, 1203, 495]
body-paragraph: ಕೃಷಿ ಚಟುವಟಿಕೆಗಳಿಗೂ ಅನುಕೂಲವಾಗಲಿದ್ದು, ಜನಪ್ರತಿನಿಧಿಗಳ ಇಚ್ಛಾಶಕ್ತಿಯ ಕೊರತೆಯೇ ವಿಳಂಬಕ್ಕೆ ಕಾರಣ ಎಂಬ ಆರೋಪವೂ ಕೇಳಿಬಂದಿದೆ. ಅಧಿಕಾರಿಗಳು ಸ್ಥಳ ಪರಿಶೀಲನೆ ನಡೆಸಿ ವರದಿ ಸಲ್ಲಿಸಲಿದ್ದಾರೆ. bbox=[157, 1322, 290, 1445]
sidebar-divider bbox=[13, 951, 290, 952]
horizontal-rule bbox=[311, 708, 1529, 709]
lower-band bbox=[311, 1344, 1529, 1937]
sports-group-photo bbox=[1312, 1417, 1529, 1632]
water-column-2 bbox=[460, 1005, 596, 1172]
lead-story bbox=[311, 213, 1529, 699]
naga-article bbox=[311, 1960, 1529, 2367]
sports-column-3 bbox=[1340, 1644, 1529, 1895]
swami-header-row bbox=[920, 748, 1529, 922]
website-label: WEBSITE bbox=[91, 180, 162, 197]
lead-column-7 bbox=[1382, 320, 1529, 677]
swami-column-2 bbox=[1076, 932, 1220, 1320]
separator: | bbox=[812, 180, 817, 197]
lead-column-1 bbox=[311, 320, 464, 677]
nitte-column-2 bbox=[922, 1417, 1112, 1868]
body-paragraph: ನೂತನ ನಿಲ್ದಾಣದಲ್ಲಿ 10 ಪ್ಲಾಟ್‌ಫಾರಂ, ವಾಣಿಜ್ಯ ಮಳಿಗೆ, ವಿಶ್ರಾಂತಿ ಕೊಠಡಿ ಸೇರಿದಂತೆ ಆಧುನಿಕ ಸೌಲಭ್ಯಗಳಿದ್ದು, ನಿತ್ಯ 250ಕ್ಕೂ ಹೆಚ್ಚು ಬಸ್ಸುಗಳು ಸಂಚರಿಸಲಿವೆ. bbox=[652, 536, 816, 627]
body-paragraph: ಶಿಬಿರದಲ್ಲಿ ಒಟ್ಟು 551 ಯೂನಿಟ್ ರಕ್ತ ಸಂಗ್ರಹಿಸುವ ಗುರಿ ಹೊಂದಲಾಗಿದ್ದು, ಜಿಲ್ಲಾ ಆಸ್ಪತ್ರೆಯ ರಕ್ತನಿಧಿಗೆ ಹಸ್ತಾಂತರಿಸಲಾಗುವುದು. ಪ್ರಾಂಶುಪಾಲರು, ವಿಭಾಗ ಮುಖ್ಯಸ್ಥರು, ವೈದ್ಯರ ತಂಡ ಉಪಸ್ಥಿತರಿದ್ದರು. ರಕ್ತದಾನಿಗಳಿಗೆ ಪ್ರಮಾಣಪತ್ರ ವಿತರಿಸಲಾಯಿತು. bbox=[922, 1418, 1112, 1529]
sidebar-section-title: ಸುತ್ತ ಮುತ್ತ bbox=[61, 213, 178, 248]
body-paragraph: ವಿವೇಕಾನಂದರ ವಿಚಾರಧಾರೆಗಳು ಇಂದಿಗೂ ಪ್ರಸ್ತುತ. ಯುವಕರು ಅವರ ಆದರ್ಶಗಳನ್ನು ಅಳವಡಿಸಿಕೊಂಡು ದೇಶಸೇವೆಯಲ್ಲಿ ತೊಡಗಬೇಕು. ಶಿಕ್ಷಣದ ಜೊತೆಗೆ ಸಂಸ್ಕಾರವೂ ಮುಖ್ಯ ಎಂದು ಅವರು ನುಡಿದರು. ಸತತ ಪರಿಶ್ರಮ ಹಾಗೂ ಪ್ರಾಮಾಣಿಕತೆ ಯಶಸ್ಸಿನ ಮೆಟ್ಟಿಲು ಎಂದರು. bbox=[1075, 934, 1220, 1100]
nitte-body bbox=[721, 1417, 1112, 1868]
body-paragraph: ಬ್ರಹ್ಮಾವರ: ರಾಷ್ಟ್ರೋತ್ಥಾನ ವಿದ್ಯಾಕೇಂದ್ರದಲ್ಲಿ 3ರಿಂದ 8ನೇ ತರಗತಿ ವಿದ್ಯಾರ್ಥಿಗಳ ವಾರ್ಷಿಕ ಕ್ರೀಡೋತ್ಸವ ವಿಜೃಂಭಣೆಯಿಂದ ನಡೆಯಿತು. ಕ್ರೀಡಾ ಜ್ಯೋತಿ ಬೆಳಗಿಸುವ ಮೂಲಕ ಗಣ್ಯರು ಕ್ರೀಡಾಕೂಟಕ್ಕೆ ಚಾಲನೆ ನೀಡಿದರು. bbox=[1140, 1418, 1300, 1529]
swami-headline: ಆಧ್ಯಾತ್ಮ ಬೆಳೆಸಿಕೊಂಡು ಘನತೆ ಕೆಲಸ ಮಾಡಿ bbox=[938, 789, 1212, 874]
quote-icon: “ bbox=[838, 320, 857, 363]
nitte-article bbox=[721, 1344, 1112, 1937]
deity-photo-row bbox=[13, 455, 290, 608]
hosa-digantha-logo-icon bbox=[144, 15, 173, 44]
body-paragraph: ಈ ಕುರಿತು ಅಧಿಕಾರಿಗಳೊಂದಿಗೆ ಚರ್ಚಿಸಲಾಗಿದ್ದು, ಹೆದ್ದಾರಿ ಪ್ರಾಧಿಕಾರಕ್ಕೆ ಪ್ರಸ್ತಾವನೆ ಸಲ್ಲಿಸಲಾಗಿದೆ. ಪ್ರಯಾಣಿಕರ ಹಿತದೃಷ್ಟಿಯಿಂದ ಶೀಘ್ರ ಪರಿಹಾರ ಒದಗಿಸುವ ಭರವಸೆ ದೊರೆತಿದೆ. bbox=[1023, 504, 1203, 595]
masthead-title: ನಿಮ್ಮೂರಿನ ಸುದ್ದಿ bbox=[598, 39, 937, 110]
body-paragraph: ಧಾರವಾಡ, ಶಿರಸಿ, ಕುಮಟಾ, ಹೊನ್ನಾವರ ಭಾಗದ ಬಸ್ಸುಗಳು ನಿಲ್ದಾಣಕ್ಕೆ ಬಾರದೆ ಹೆದ್ದಾರಿಯಲ್ಲಿಯೇ ಪ್ರಯಾಣಿಕರನ್ನು ಇಳಿಸುತ್ತಿವೆ. 2-3 ಕಿ.ಮೀ. ದೂರ ಸುತ್ತುವರಿದು ಬರಬೇಕಾದ ಅನಿವಾರ್ಯತೆ ಇದೆ. bbox=[829, 504, 1009, 614]
lead-column-4 bbox=[829, 320, 1009, 677]
masthead-underline bbox=[566, 120, 969, 133]
naga-sub-title: ನಾಗಮಂಡಲೋತ್ಸವ ಕಟೀರ ಉದ್ಘಾಟನೆ bbox=[1236, 2054, 1482, 2077]
sidebar-article-body bbox=[13, 886, 290, 940]
swami-subhead-1: ಗೌರವಾರ್ಪಣೆ, ಸನ್ಮಾನ bbox=[920, 1147, 1029, 1164]
body-paragraph: ಶಾಲಾ ಸಂಚಾಲಕರು, ಮುಖ್ಯೋಪಾಧ್ಯಾಯರು, ಪೋಷಕರು ಉಪಸ್ಥಿತರಿದ್ದು ವಿದ್ಯಾರ್ಥಿಗಳನ್ನು ಪ್ರೋತ್ಸಾಹಿಸಿದರು. ಕ್ರೀಡೆಯಿಂದ ದೇಹ-ಮನಸ್ಸು ಸದೃಢವಾಗುತ್ತದೆ ಎಂದು ಅತಿಥಿಗಳು ನುಡಿದರು. bbox=[1340, 1645, 1529, 1717]
sidebar-article-body bbox=[13, 614, 290, 686]
